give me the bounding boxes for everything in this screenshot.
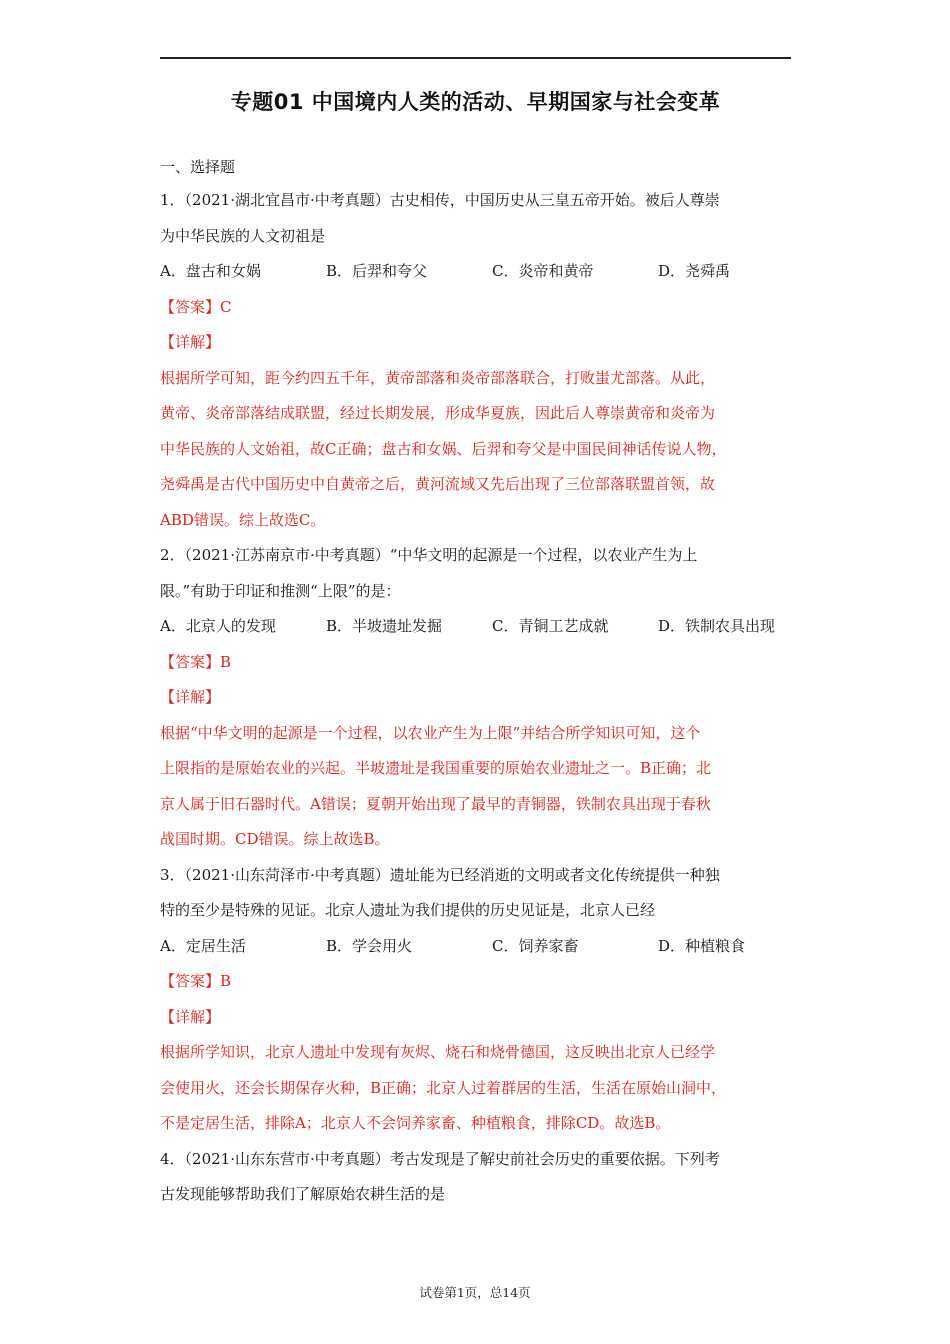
- question-2-detail-line-3: 京人属于旧石器时代。A错误；夏朝开始出现了最早的青铜器，铁制农具出现于春秋: [160, 794, 711, 813]
- header-rule: [160, 57, 791, 59]
- question-3-stem-line-1: 3．（2021·山东菏泽市·中考真题）遗址能为已经消逝的文明或者文化传统提供一种独: [160, 865, 720, 884]
- question-2-detail-line-2: 上限指的是原始农业的兴起。半坡遗址是我国重要的原始农业遗址之一。B正确；北: [160, 759, 712, 777]
- question-3-detail-line-2: 会使用火，还会长期保存火种，B正确；北京人过着群居的生活，生活在原始山洞中，: [160, 1078, 727, 1097]
- question-1-detail-line-3: 中华民族的人文始祖，故C正确；盘古和女娲、后羿和夸父是中国民间神话传说人物，: [160, 439, 727, 458]
- option-b: B．半坡遗址发掘: [326, 617, 443, 635]
- question-3-answer: 【答案】B: [160, 972, 232, 990]
- question-2-detail-label: 【详解】: [160, 688, 221, 706]
- option-d: D．尧舜禹: [658, 262, 731, 280]
- question-2-answer: 【答案】B: [160, 652, 232, 671]
- question-2-stem-line-2: 限。”有助于印证和推测“上限”的是：: [160, 581, 401, 600]
- question-1-detail-line-4: 尧舜禹是古代中国历史中自黄帝之后，黄河流域又先后出现了三位部落联盟首领，故: [160, 475, 716, 493]
- question-4-stem-line-1: 4．（2021·山东东营市·中考真题）考古发现是了解史前社会历史的重要依据。下列考: [160, 1149, 720, 1168]
- question-4-stem-line-2: 古发现能够帮助我们了解原始农耕生活的是: [160, 1185, 446, 1203]
- question-3-detail-line-1: 根据所学知识，北京人遗址中发现有灰烬、烧石和烧骨德国，这反映出北京人已经学: [160, 1043, 716, 1061]
- option-c: C．青铜工艺成就: [492, 617, 609, 635]
- option-a: A．盘古和女娲: [160, 262, 261, 280]
- option-c: C．饲养家畜: [492, 936, 579, 955]
- question-1-detail-line-5: ABD错误。综上故选C。: [160, 510, 326, 529]
- section-heading: 一、选择题: [160, 158, 236, 176]
- question-3-detail-line-3: 不是定居生活，排除A；北京人不会饲养家畜、种植粮食，排除CD。故选B。: [160, 1114, 671, 1132]
- option-b: B．后羿和夸父: [326, 262, 428, 280]
- question-1-stem-line-1: 1．（2021·湖北宜昌市·中考真题）古史相传，中国历史从三皇五帝开始。被后人尊崇: [160, 191, 720, 209]
- question-1-detail-line-2: 黄帝、炎帝部落结成联盟，经过长期发展，形成华夏族，因此后人尊崇黄帝和炎帝为: [160, 404, 716, 422]
- question-1-detail-line-1: 根据所学可知，距今约四五千年，黄帝部落和炎帝部落联合，打败蚩尤部落。从此，: [160, 368, 716, 387]
- option-d: D．种植粮食: [658, 936, 746, 955]
- question-1-answer: 【答案】C: [160, 297, 232, 316]
- question-2-detail-line-4: 战国时期。CD错误。综上故选B。: [160, 830, 390, 848]
- question-1-options: [160, 254, 791, 290]
- question-1-stem-line-2: 为中华民族的人文初祖是: [160, 226, 326, 245]
- document-title: 专题01 中国境内人类的活动、早期国家与社会变革: [230, 90, 721, 114]
- question-3-stem-line-2: 特的至少是特殊的见证。北京人遗址为我们提供的历史见证是，北京人已经: [160, 901, 656, 919]
- question-2-stem-line-1: 2．（2021·江苏南京市·中考真题）“中华文明的起源是一个过程，以农业产生为上: [160, 546, 698, 564]
- question-2-detail-line-1: 根据“中华文明的起源是一个过程，以农业产生为上限”并结合所学知识可知，这个: [160, 723, 701, 742]
- question-list: [160, 152, 791, 1213]
- option-b: B．学会用火: [326, 936, 413, 955]
- option-a: A．北京人的发现: [160, 617, 276, 635]
- option-c: C．炎帝和黄帝: [492, 262, 594, 280]
- option-d: D．铁制农具出现: [658, 617, 776, 635]
- option-a: A．定居生活: [160, 936, 246, 955]
- page-footer: 试卷第1页，总14页: [419, 1285, 531, 1300]
- question-2-options: [160, 609, 791, 645]
- question-3-detail-label: 【详解】: [160, 1007, 221, 1026]
- question-1-detail-label: 【详解】: [160, 333, 221, 351]
- question-3-options: [160, 929, 791, 965]
